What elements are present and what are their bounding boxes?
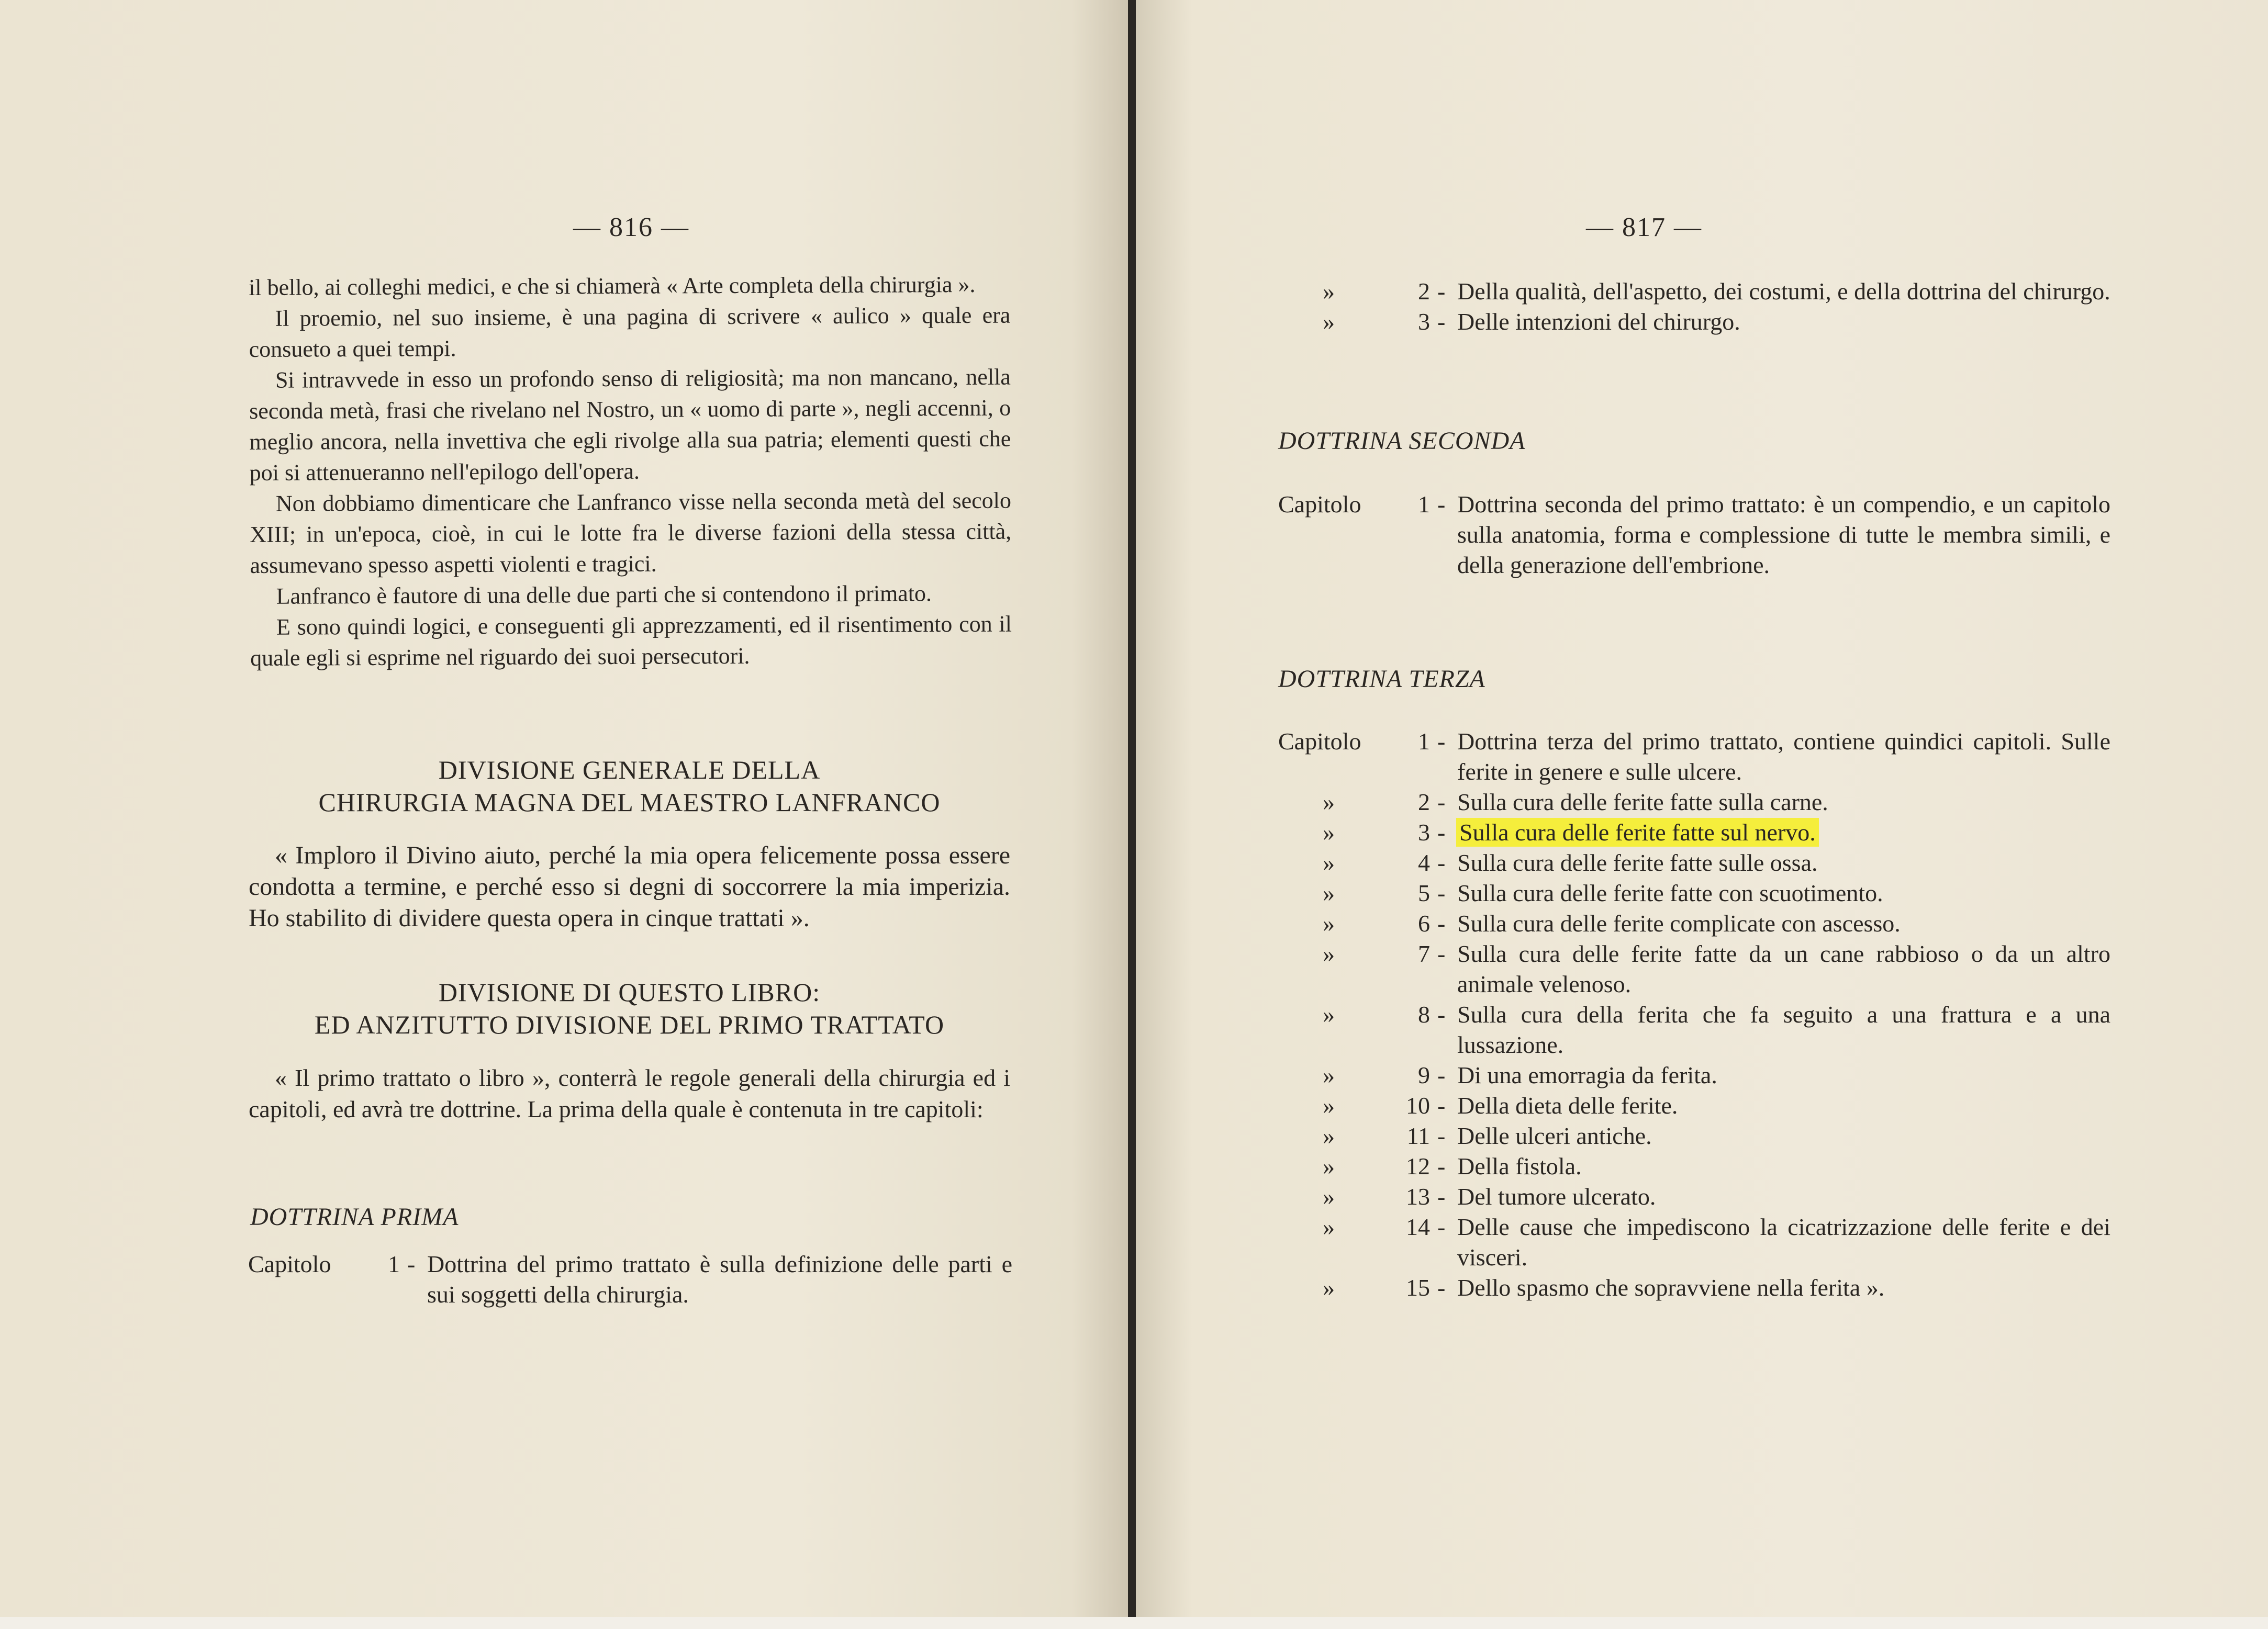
item-number: 1 bbox=[388, 1251, 400, 1277]
list-item bbox=[1278, 908, 2110, 939]
item-label: » bbox=[1323, 849, 1335, 876]
item-number: 5 bbox=[1418, 880, 1430, 906]
item-text: Dottrina seconda del primo trattato: è un compendio, e un capitolo sulla anatomia, forma e complessione di tutte le membra simili, e della generazione dell'embrione. bbox=[1457, 491, 2110, 578]
item-dash: - bbox=[1437, 910, 1446, 937]
highlighted-text: Sulla cura delle ferite fatte sul nervo. bbox=[1457, 819, 1818, 846]
item-text: Dottrina del primo trattato è sulla definizione delle parti e sui soggetti della chirurgia. bbox=[427, 1251, 1012, 1308]
item-number: 2 bbox=[1418, 278, 1430, 305]
item-number: 11 bbox=[1406, 1122, 1430, 1149]
item-dash: - bbox=[1437, 1214, 1446, 1240]
item-text: Della fistola. bbox=[1457, 1153, 1582, 1179]
dottrina-seconda-heading: DOTTRINA SECONDA bbox=[1278, 427, 1526, 455]
list-item bbox=[1278, 307, 2110, 337]
heading-line: DIVISIONE DI QUESTO LIBRO: bbox=[438, 978, 821, 1007]
item-dash: - bbox=[1437, 1092, 1446, 1119]
paragraph: Il proemio, nel suo insieme, è una pagina di scrivere « aulico » quale era consueto a quei tempi. bbox=[249, 302, 1011, 362]
page-number-right: — 817 — bbox=[1586, 212, 1702, 242]
quote-imploro bbox=[249, 840, 1010, 934]
item-number: 2 bbox=[1418, 789, 1430, 815]
item-text: Sulla cura delle ferite fatte da un cane rabbioso o da un altro animale velenoso. bbox=[1457, 940, 2110, 997]
item-dash: - bbox=[1437, 278, 1446, 305]
item-number: 13 bbox=[1406, 1183, 1430, 1210]
scan-bottom-edge bbox=[0, 1617, 2268, 1629]
quote-text: « Imploro il Divino aiuto, perché la mia opera felicemente possa essere condotta a termine, e perché esso si degni di soccorrere la mia imperizia. Ho stabilito di dividere questa opera in cinque trattati ». bbox=[249, 841, 1010, 932]
dottrina-prima-continued-list bbox=[1278, 276, 2110, 337]
item-text: Di una emorragia da ferita. bbox=[1457, 1062, 1717, 1088]
item-text: Dottrina terza del primo trattato, contiene quindici capitoli. Sulle ferite in genere e sulle ulcere. bbox=[1457, 728, 2110, 785]
item-number: 8 bbox=[1418, 1001, 1430, 1028]
item-dash: - bbox=[1437, 1183, 1446, 1210]
item-label: » bbox=[1323, 910, 1335, 937]
dottrina-prima-list bbox=[248, 1249, 1012, 1310]
item-label: Capitolo bbox=[248, 1251, 331, 1277]
dottrina-terza-heading: DOTTRINA TERZA bbox=[1278, 665, 1485, 693]
item-dash: - bbox=[1437, 940, 1446, 967]
paragraph: Lanfranco è fautore di una delle due parti che si contendono il primato. bbox=[276, 580, 932, 609]
item-label: » bbox=[1323, 1183, 1335, 1210]
paragraph: Non dobbiamo dimenticare che Lanfranco visse nella seconda metà del secolo XIII; in un'epoca, cioè, in cui le lotte fra le diverse fazioni della stessa città, assumevano spesso aspetti violenti e tragici. bbox=[250, 487, 1012, 578]
list-item bbox=[1278, 999, 2110, 1060]
list-item bbox=[1278, 1060, 2110, 1091]
item-text: Sulla cura delle ferite complicate con ascesso. bbox=[1457, 910, 1901, 937]
item-number: 12 bbox=[1406, 1153, 1430, 1179]
intro-prose bbox=[249, 269, 1012, 673]
item-number: 1 bbox=[1418, 728, 1430, 755]
item-number: 3 bbox=[1418, 819, 1430, 846]
item-number: 4 bbox=[1418, 849, 1430, 876]
item-number: 1 bbox=[1418, 491, 1430, 518]
item-label: » bbox=[1323, 308, 1335, 335]
item-number: 7 bbox=[1418, 940, 1430, 967]
list-item bbox=[1278, 1182, 2110, 1212]
item-text: Delle ulceri antiche. bbox=[1457, 1122, 1652, 1149]
book-gutter bbox=[1128, 0, 1136, 1629]
item-text: Del tumore ulcerato. bbox=[1457, 1183, 1656, 1210]
item-dash: - bbox=[1437, 819, 1446, 846]
item-text bbox=[1457, 817, 2110, 848]
item-label: » bbox=[1323, 1062, 1335, 1088]
item-text: Sulla cura delle ferite fatte con scuotimento. bbox=[1457, 880, 1883, 906]
list-item-highlighted bbox=[1278, 817, 2110, 848]
list-item bbox=[1278, 276, 2110, 307]
item-dash: - bbox=[1437, 1062, 1446, 1088]
item-label: » bbox=[1323, 880, 1335, 906]
quote-primo-trattato bbox=[249, 1062, 1010, 1125]
list-item bbox=[1278, 787, 2110, 817]
list-item bbox=[248, 1249, 1012, 1310]
list-item bbox=[1278, 848, 2110, 878]
item-dash: - bbox=[1437, 1153, 1446, 1179]
heading-line: ED ANZITUTTO DIVISIONE DEL PRIMO TRATTATO bbox=[314, 1010, 945, 1039]
item-label: » bbox=[1323, 1122, 1335, 1149]
list-item bbox=[1278, 1121, 2110, 1151]
item-text: Delle cause che impediscono la cicatrizzazione delle ferite e dei visceri. bbox=[1457, 1214, 2110, 1271]
section-heading-divisione-generale bbox=[249, 754, 1010, 818]
item-dash: - bbox=[1437, 880, 1446, 906]
quote-text: « Il primo trattato o libro », conterrà le regole generali della chirurgia ed i capitoli, ed avrà tre dottrine. La prima della quale è contenuta in tre capitoli: bbox=[249, 1064, 1010, 1122]
item-dash: - bbox=[1437, 728, 1446, 755]
item-label: » bbox=[1323, 789, 1335, 815]
item-text: Sulla cura delle ferite fatte sulle ossa. bbox=[1457, 849, 1818, 876]
paragraph: il bello, ai colleghi medici, e che si chiamerà « Arte completa della chirurgia ». bbox=[249, 271, 976, 300]
list-item bbox=[1278, 1091, 2110, 1121]
item-label: » bbox=[1323, 1092, 1335, 1119]
item-text: Sulla cura delle ferite fatte sulla carne. bbox=[1457, 789, 1828, 815]
item-label: » bbox=[1323, 819, 1335, 846]
item-number: 10 bbox=[1406, 1092, 1430, 1119]
list-item bbox=[1278, 1212, 2110, 1273]
item-label: » bbox=[1323, 1214, 1335, 1240]
paragraph: Si intravvede in esso un profondo senso di religiosità; ma non mancano, nella seconda metà, frasi che rivelano nel Nostro, un « uomo di parte », negli accenni, o meglio ancora, nella invettiva che egli rivolge alla sua patria; elementi questi che poi si attenueranno nell'epilogo dell'opera. bbox=[249, 364, 1011, 486]
dottrina-prima-heading: DOTTRINA PRIMA bbox=[250, 1203, 459, 1231]
dottrina-seconda-list bbox=[1278, 489, 2110, 580]
item-dash: - bbox=[1437, 849, 1446, 876]
right-page bbox=[1136, 0, 2268, 1629]
item-text: Della qualità, dell'aspetto, dei costumi, e della dottrina del chirurgo. bbox=[1457, 278, 2110, 305]
item-label: Capitolo bbox=[1278, 728, 1361, 755]
list-item bbox=[1278, 489, 2110, 580]
item-label: » bbox=[1323, 278, 1335, 305]
item-text: Sulla cura della ferita che fa seguito a una frattura e a una lussazione. bbox=[1457, 1001, 2110, 1058]
item-dash: - bbox=[1437, 1122, 1446, 1149]
item-label: Capitolo bbox=[1278, 491, 1361, 518]
item-number: 9 bbox=[1418, 1062, 1430, 1088]
section-heading-divisione-libro bbox=[249, 976, 1010, 1041]
heading-line: CHIRURGIA MAGNA DEL MAESTRO LANFRANCO bbox=[318, 788, 941, 817]
paragraph: E sono quindi logici, e conseguenti gli apprezzamenti, ed il risentimento con il quale egli si esprime nel riguardo dei suoi persecutori. bbox=[250, 611, 1012, 671]
list-item bbox=[1278, 1151, 2110, 1182]
page-number-left: — 816 — bbox=[573, 212, 689, 242]
list-item bbox=[1278, 878, 2110, 908]
list-item bbox=[1278, 1273, 2110, 1303]
item-label: » bbox=[1323, 1274, 1335, 1301]
list-item bbox=[1278, 939, 2110, 999]
item-number: 14 bbox=[1406, 1214, 1430, 1240]
heading-line: DIVISIONE GENERALE DELLA bbox=[438, 755, 821, 784]
item-dash: - bbox=[1437, 491, 1446, 518]
item-text: Della dieta delle ferite. bbox=[1457, 1092, 1678, 1119]
item-label: » bbox=[1323, 1153, 1335, 1179]
item-number: 3 bbox=[1418, 308, 1430, 335]
left-page bbox=[0, 0, 1128, 1629]
dottrina-terza-list bbox=[1278, 726, 2110, 1303]
list-item bbox=[1278, 726, 2110, 787]
item-dash: - bbox=[1437, 1274, 1446, 1301]
item-number: 6 bbox=[1418, 910, 1430, 937]
item-number: 15 bbox=[1406, 1274, 1430, 1301]
item-dash: - bbox=[1437, 789, 1446, 815]
item-dash: - bbox=[407, 1251, 416, 1277]
item-label: » bbox=[1323, 1001, 1335, 1028]
item-dash: - bbox=[1437, 308, 1446, 335]
item-text: Delle intenzioni del chirurgo. bbox=[1457, 308, 1740, 335]
item-label: » bbox=[1323, 940, 1335, 967]
item-dash: - bbox=[1437, 1001, 1446, 1028]
item-text: Dello spasmo che sopravviene nella ferita ». bbox=[1457, 1274, 1885, 1301]
